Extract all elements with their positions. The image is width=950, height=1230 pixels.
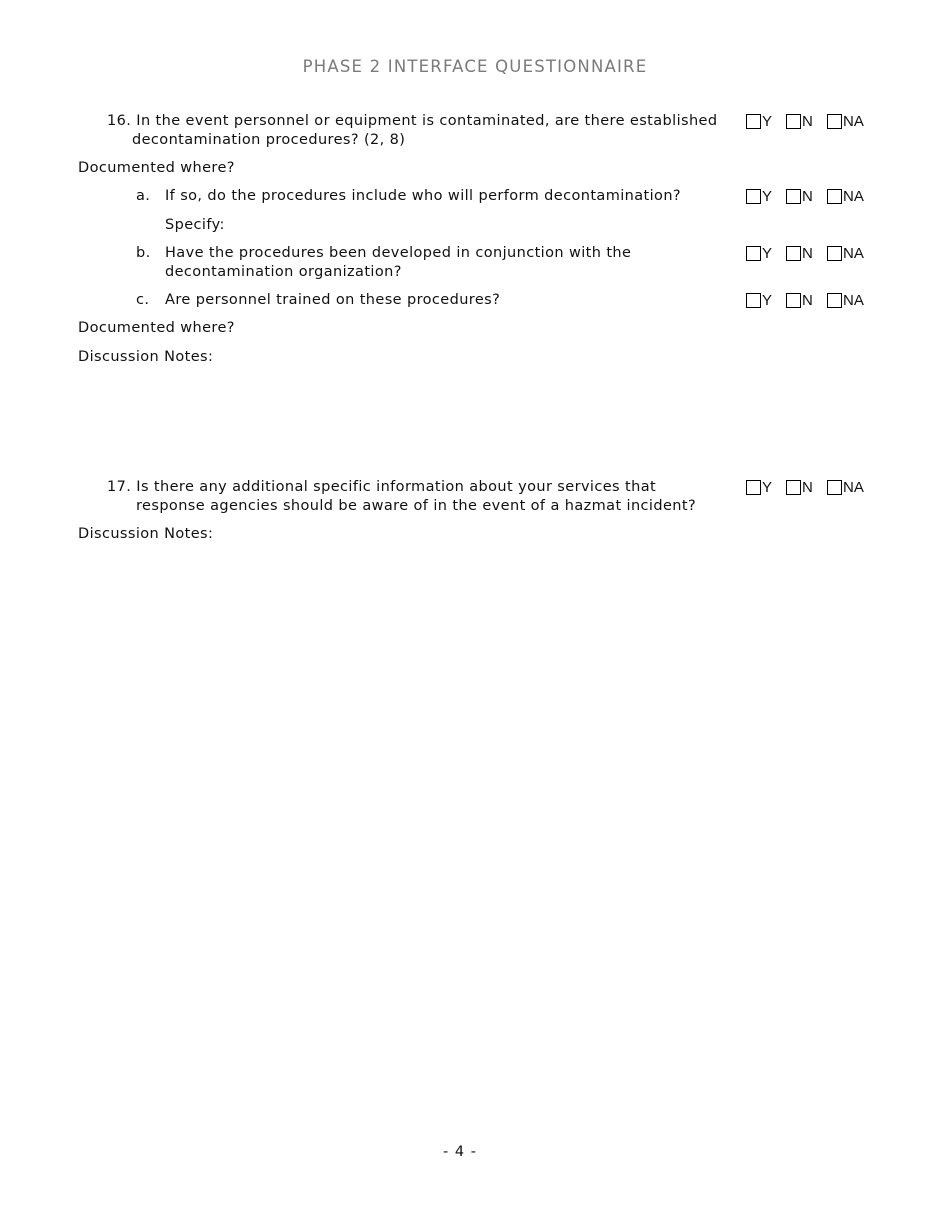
- q16b-marker: b.: [136, 245, 151, 261]
- q16b-yes-checkbox[interactable]: [746, 244, 772, 263]
- q16a-yes-checkbox[interactable]: [746, 187, 772, 206]
- yes-label: Y: [762, 479, 773, 496]
- q16c-na-checkbox[interactable]: [827, 291, 864, 310]
- checkbox-icon: [786, 189, 801, 204]
- q16a-text: If so, do the procedures include who will perform decontamination?: [165, 188, 682, 204]
- q17-na-checkbox[interactable]: [827, 478, 864, 497]
- checkbox-icon: [786, 293, 801, 308]
- checkbox-icon: [746, 293, 761, 308]
- page-title: PHASE 2 INTERFACE QUESTIONNAIRE: [302, 57, 648, 76]
- q16c-yes-checkbox[interactable]: [746, 291, 772, 310]
- q17-no-checkbox[interactable]: [786, 478, 813, 497]
- q17-answer-group: [746, 478, 876, 497]
- no-label: N: [802, 113, 813, 130]
- checkbox-icon: [827, 246, 842, 261]
- q16-text-line2: decontamination procedures? (2, 8): [132, 132, 406, 148]
- q16b-text-line2: decontamination organization?: [165, 264, 402, 280]
- q16c-text: Are personnel trained on these procedures?: [165, 292, 501, 308]
- q16-discussion-notes: Discussion Notes:: [78, 349, 214, 365]
- q17-text-line1: 17. Is there any additional specific information about your services that: [107, 479, 657, 495]
- q17-text-line2: response agencies should be aware of in the event of a hazmat incident?: [136, 498, 697, 514]
- q16b-no-checkbox[interactable]: [786, 244, 813, 263]
- na-label: NA: [843, 245, 864, 262]
- q16a-no-checkbox[interactable]: [786, 187, 813, 206]
- checkbox-icon: [746, 114, 761, 129]
- yes-label: Y: [762, 245, 773, 262]
- yes-label: Y: [762, 292, 773, 309]
- q16-yes-checkbox[interactable]: [746, 112, 772, 131]
- q16-text-line1: 16. In the event personnel or equipment is contaminated, are there established: [107, 113, 718, 129]
- q16-no-checkbox[interactable]: [786, 112, 813, 131]
- yes-label: Y: [762, 188, 773, 205]
- q16-na-checkbox[interactable]: [827, 112, 864, 131]
- na-label: NA: [843, 292, 864, 309]
- q16a-specify: Specify:: [165, 217, 225, 233]
- page-number: - 4 -: [443, 1144, 477, 1160]
- checkbox-icon: [827, 114, 842, 129]
- q16a-answer-group: [746, 187, 876, 206]
- yes-label: Y: [762, 113, 773, 130]
- q17-discussion-notes: Discussion Notes:: [78, 526, 214, 542]
- no-label: N: [802, 479, 813, 496]
- q16c-answer-group: [746, 291, 876, 310]
- checkbox-icon: [827, 480, 842, 495]
- q16-documented-where-2: Documented where?: [78, 320, 235, 336]
- checkbox-icon: [746, 480, 761, 495]
- q16b-text-line1: Have the procedures been developed in conjunction with the: [165, 245, 632, 261]
- checkbox-icon: [746, 189, 761, 204]
- checkbox-icon: [786, 246, 801, 261]
- q16-documented-where: Documented where?: [78, 160, 235, 176]
- checkbox-icon: [786, 114, 801, 129]
- no-label: N: [802, 292, 813, 309]
- checkbox-icon: [746, 246, 761, 261]
- q16-answer-group: [746, 112, 876, 131]
- q16b-na-checkbox[interactable]: [827, 244, 864, 263]
- na-label: NA: [843, 479, 864, 496]
- na-label: NA: [843, 113, 864, 130]
- q16c-marker: c.: [136, 292, 150, 308]
- q16b-answer-group: [746, 244, 876, 263]
- no-label: N: [802, 188, 813, 205]
- checkbox-icon: [827, 189, 842, 204]
- q17-yes-checkbox[interactable]: [746, 478, 772, 497]
- na-label: NA: [843, 188, 864, 205]
- no-label: N: [802, 245, 813, 262]
- q16c-no-checkbox[interactable]: [786, 291, 813, 310]
- q16a-marker: a.: [136, 188, 151, 204]
- q16a-na-checkbox[interactable]: [827, 187, 864, 206]
- checkbox-icon: [786, 480, 801, 495]
- checkbox-icon: [827, 293, 842, 308]
